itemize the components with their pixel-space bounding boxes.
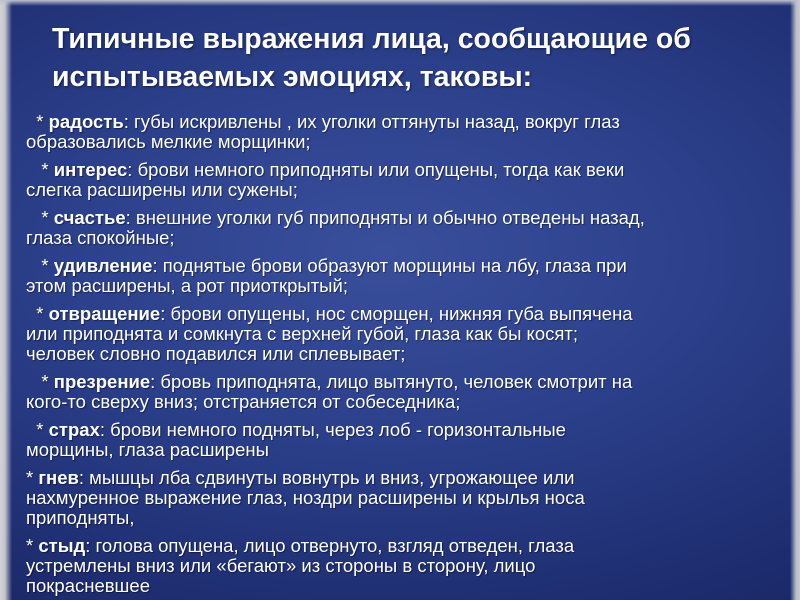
item-first-line: [26, 208, 776, 228]
emotion-term: презрение: [53, 371, 151, 392]
item-continuation-line: кого-то сверху вниз; отстраняется от собеседника;: [26, 391, 461, 412]
list-item-fear: [26, 420, 776, 460]
emotion-term: гнев: [38, 467, 79, 488]
list-item-joy: [26, 112, 776, 152]
item-first-line: [26, 112, 776, 132]
item-continuation-line: человек словно подавился или сплевывает;: [26, 343, 406, 364]
bullet-prefix: *: [26, 207, 54, 228]
bullet-prefix: *: [26, 467, 39, 488]
list-item-anger: [26, 468, 776, 528]
item-description: : брови немного приподняты или опущены, тогда как веки: [127, 159, 625, 180]
bullet-prefix: *: [26, 255, 54, 276]
slide-top-edge: [0, 0, 800, 6]
item-first-line: [26, 160, 776, 180]
list-item-surprise: [26, 256, 776, 296]
item-description: : голова опущена, лицо отвернуто, взгляд отведен, глаза: [85, 535, 575, 556]
item-first-line: [26, 304, 776, 324]
item-continuation-line: или приподнята и сомкнута с верхней губой, глаза как бы косят;: [26, 323, 579, 344]
slide-title-line: Типичные выражения лица, сообщающие об: [52, 23, 691, 55]
list-item-interest: [26, 160, 776, 200]
item-continuation-line: этом расширены, а рот приоткрытый;: [26, 275, 348, 296]
item-continuation-line: слегка расширены или сужены;: [26, 179, 298, 200]
bullet-prefix: *: [26, 419, 49, 440]
item-first-line: [26, 372, 776, 392]
item-description: : поднятые брови образуют морщины на лбу, глаза при: [152, 255, 627, 276]
slide-title-line: испытываемых эмоциях, таковы:: [52, 61, 533, 93]
list-item-disgust: [26, 304, 776, 364]
emotion-term: счастье: [53, 207, 126, 228]
emotion-term: страх: [48, 419, 100, 440]
item-first-line: [26, 256, 776, 276]
emotion-term: отвращение: [48, 303, 161, 324]
emotion-term: радость: [48, 112, 124, 132]
bullet-prefix: *: [26, 112, 49, 132]
slide-right-edge: [790, 0, 800, 600]
item-description: : брови опущены, нос сморщен, нижняя губа выпячена: [160, 303, 633, 324]
item-description: : бровь приподнята, лицо вытянуто, человек смотрит на: [150, 371, 633, 392]
bullet-prefix: *: [26, 159, 54, 180]
item-first-line: [26, 536, 776, 556]
list-item-contempt: [26, 372, 776, 412]
emotion-list: [26, 112, 776, 600]
slide-title: [52, 20, 772, 96]
item-description: : внешние уголки губ приподняты и обычно отведены назад,: [125, 207, 645, 228]
slide-left-edge: [0, 0, 12, 600]
item-continuation-line: приподняты,: [26, 507, 135, 528]
item-continuation-line: устремлены вниз или «бегают» из стороны в сторону, лицо: [26, 555, 536, 576]
item-description: : губы искривлены , их уголки оттянуты назад, вокруг глаз: [123, 112, 620, 132]
emotion-term: удивление: [53, 255, 153, 276]
list-item-happiness: [26, 208, 776, 248]
item-continuation-line: глаза спокойные;: [26, 227, 175, 248]
item-first-line: [26, 420, 776, 440]
item-description: : брови немного подняты, через лоб - горизонтальные: [99, 419, 566, 440]
bullet-prefix: *: [26, 371, 54, 392]
emotion-term: интерес: [53, 159, 128, 180]
item-first-line: [26, 468, 776, 488]
item-continuation-line: покрасневшее: [26, 575, 150, 596]
item-continuation-line: нахмуренное выражение глаз, ноздри расширены и крылья носа: [26, 487, 585, 508]
item-continuation-line: морщины, глаза расширены: [26, 439, 269, 460]
bullet-prefix: *: [26, 303, 49, 324]
bullet-prefix: *: [26, 535, 39, 556]
list-item-shame: [26, 536, 776, 596]
item-continuation-line: образовались мелкие морщинки;: [26, 131, 311, 152]
emotion-term: стыд: [38, 535, 86, 556]
item-description: : мышцы лба сдвинуты вовнутрь и вниз, угрожающее или: [78, 467, 575, 488]
